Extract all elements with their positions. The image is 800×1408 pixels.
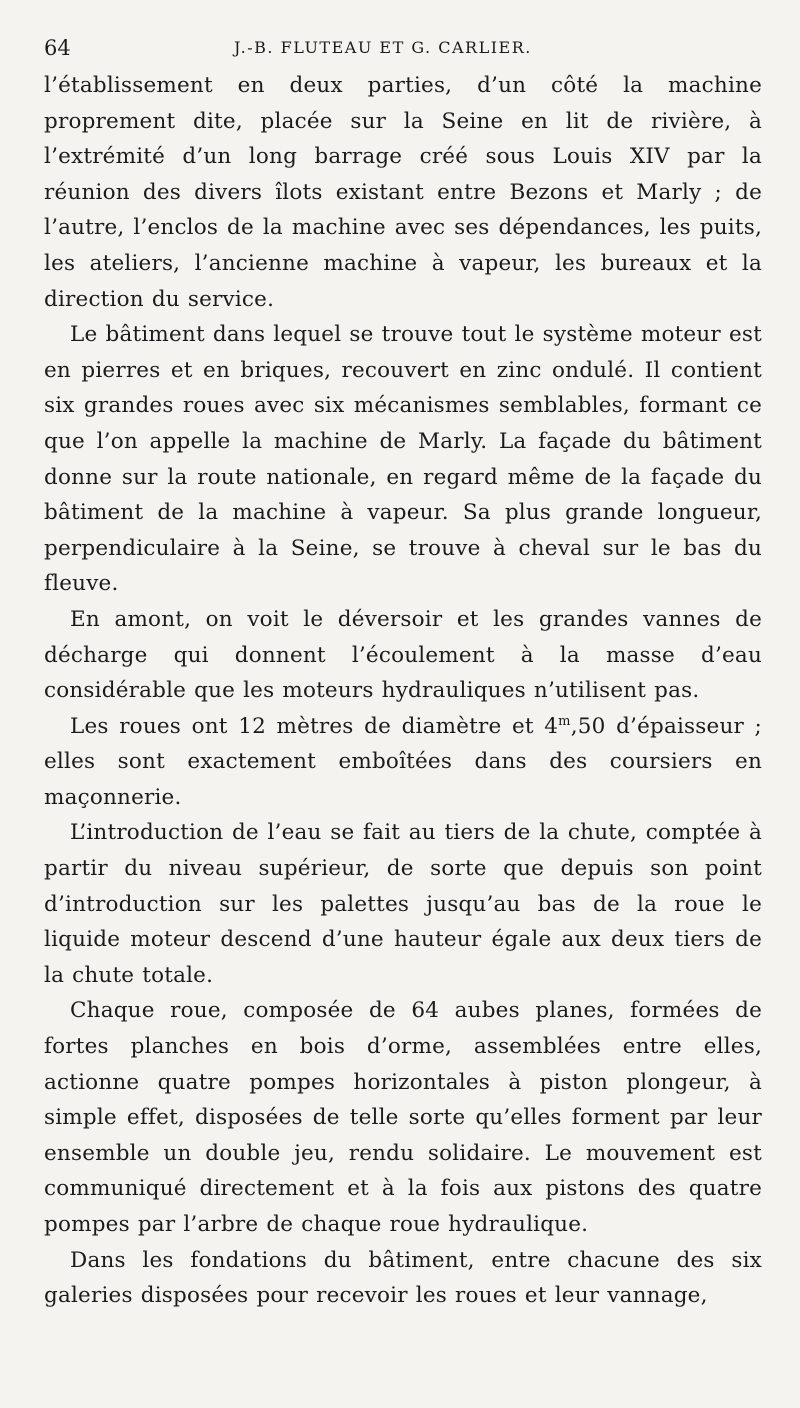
paragraph-text: Les roues ont 12 mètres de diamètre et 4 — [70, 713, 559, 739]
paragraph: En amont, on voit le déversoir et les grandes vannes de décharge qui donnent l’écoulement à la masse d’eau considérable que les moteurs hydrauliques n’utilisent pas. — [44, 606, 762, 704]
paragraph: Dans les fondations du bâtiment, entre chacune des six galeries disposées pour recevoir les roues et leur vannage, — [44, 1247, 762, 1309]
paragraph: Le bâtiment dans lequel se trouve tout le système moteur est en pierres et en briques, recouvert en zinc ondulé. Il contient six grandes roues avec six mécanismes semblables, formant ce que l’on appelle la machine de Marly. La façade du bâtiment donne sur la route nationale, en regard même de la façade du bâtiment de la machine à vapeur. Sa plus grande longueur, perpendiculaire à la Seine, se trouve à cheval sur le bas du fleuve. — [44, 322, 762, 597]
body-text — [44, 68, 762, 1314]
paragraph — [44, 709, 762, 816]
page-number: 64 — [44, 36, 71, 60]
paragraph: Chaque roue, composée de 64 aubes planes, formées de fortes planches en bois d’orme, assemblées entre elles, actionne quatre pompes horizontales à piston plongeur, à simple effet, disposées de telle sorte qu’elles forment par leur ensemble un double jeu, rendu solidaire. Le mouvement est communiqué directement et à la fois aux pistons des quatre pompes par l’arbre de chaque roue hydraulique. — [44, 998, 762, 1237]
paragraph: L’introduction de l’eau se fait au tiers de la chute, comptée à partir du niveau supérieur, de sorte que depuis son point d’introduction sur les palettes jusqu’au bas de la roue le liquide moteur descend d’une hauteur égale aux deux tiers de la chute totale. — [44, 820, 762, 988]
unit-superscript: m — [558, 713, 571, 729]
running-title: J.-B. FLUTEAU ET G. CARLIER. — [234, 38, 532, 57]
paragraph-text: ,50 d’épaisseur ; elles sont exactement emboîtées dans des coursiers en maçonnerie. — [44, 713, 762, 810]
running-head — [44, 28, 762, 68]
paragraph: l’établissement en deux parties, d’un côté la machine proprement dite, placée sur la Seine en lit de rivière, à l’extrémité d’un long barrage créé sous Louis XIV par la réunion des divers îlots existant entre Bezons et Marly ; de l’autre, l’enclos de la machine avec ses dépendances, les puits, les ateliers, l’ancienne machine à vapeur, les bureaux et la direction du service. — [44, 73, 762, 312]
